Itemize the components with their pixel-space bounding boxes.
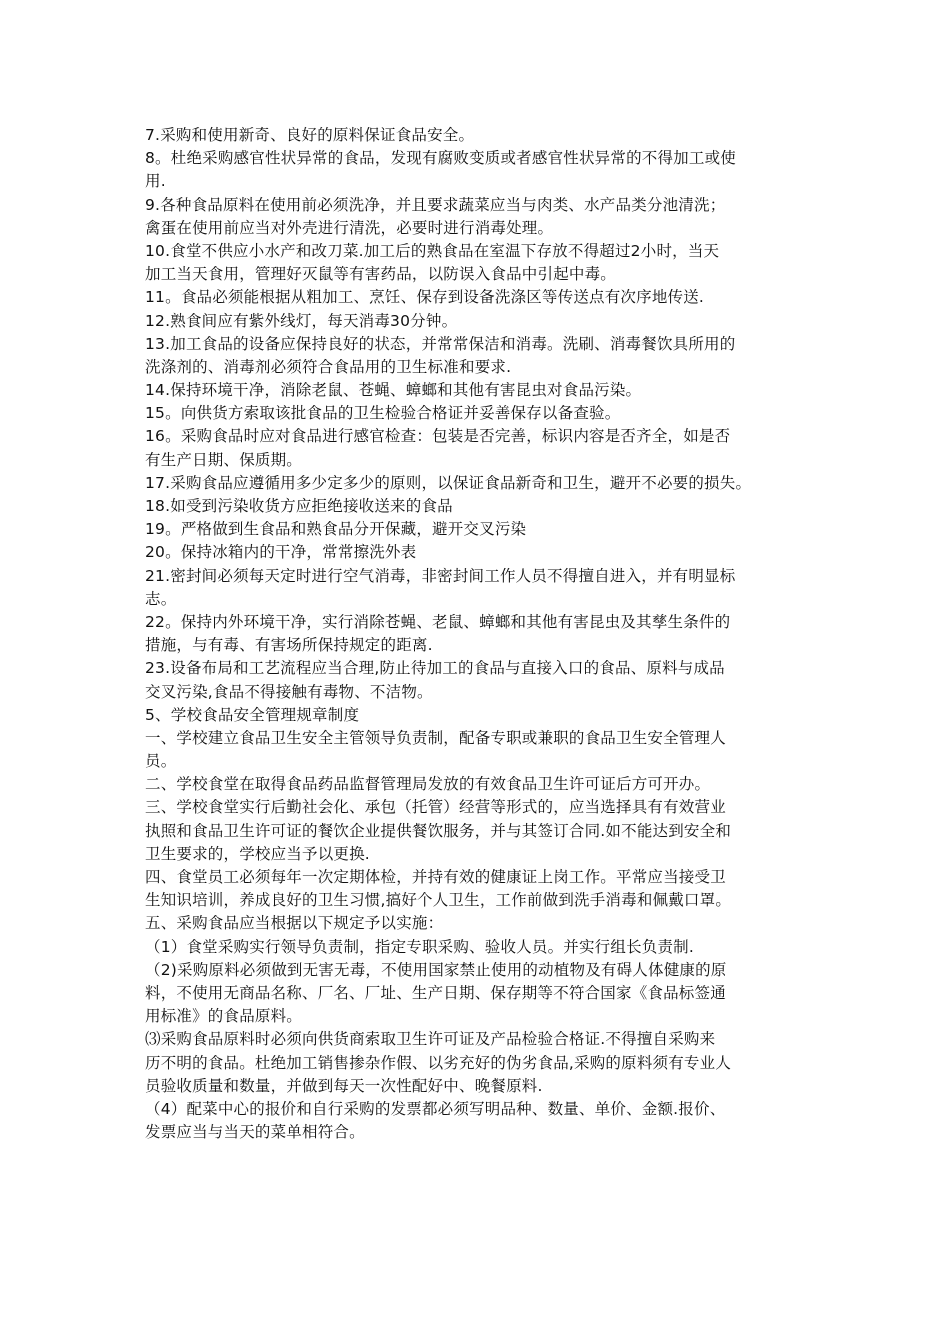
- text-line: （1）食堂采购实行领导负责制，指定专职采购、验收人员。并实行组长负责制.: [145, 937, 694, 956]
- text-line: 15。向供货方索取该批食品的卫生检验合格证并妥善保存以备查验。: [145, 404, 621, 423]
- text-line: 8。杜绝采购感官性状异常的食品，发现有腐败变质或者感官性状异常的不得加工或使: [145, 149, 736, 168]
- text-line: 一、学校建立食品卫生安全主管领导负责制，配备专职或兼职的食品卫生安全管理人: [145, 728, 726, 747]
- text-line: 志。: [145, 589, 177, 608]
- text-line: 13.加工食品的设备应保持良好的状态，并常常保洁和消毒。洗刷、消毒餐饮具所用的: [145, 334, 736, 353]
- text-line: 四、食堂员工必须每年一次定期体检，并持有效的健康证上岗工作。平常应当接受卫: [145, 868, 726, 886]
- text-line: （4）配菜中心的报价和自行采购的发票都必须写明品种、数量、单价、金额.报价、: [145, 1099, 726, 1118]
- text-line: 17.采购食品应遵循用多少定多少的原则，以保证食品新奇和卫生，避开不必要的损失。: [145, 473, 752, 492]
- text-line: 员。: [145, 752, 177, 771]
- text-line: 料，不使用无商品名称、厂名、厂址、生产日期、保存期等不符合国家《食品标签通: [145, 983, 726, 1002]
- text-line: （2)采购原料必须做到无害无毒，不使用国家禁止使用的动植物及有碍人体健康的原: [145, 960, 727, 979]
- text-line: 历不明的食品。杜绝加工销售掺杂作假、以劣充好的伪劣食品,采购的原料须有专业人: [145, 1053, 732, 1072]
- text-line: 措施，与有毒、有害场所保持规定的距离.: [145, 636, 433, 655]
- text-line: 员验收质量和数量，并做到每天一次性配好中、晚餐原料.: [145, 1076, 543, 1095]
- text-line: 10.食堂不供应小水产和改刀菜.加工后的熟食品在室温下存放不得超过2小时，当天: [145, 241, 720, 260]
- text-line: 18.如受到污染收货方应拒绝接收送来的食品: [145, 497, 453, 515]
- text-line: 五、采购食品应当根据以下规定予以实施：: [145, 914, 444, 933]
- text-line: 洗涤剂的、消毒剂必须符合食品用的卫生标准和要求.: [145, 357, 512, 376]
- text-line: ⑶采购食品原料时必须向供货商索取卫生许可证及产品检验合格证.不得擅自采购来: [145, 1030, 716, 1049]
- text-line: 用标准》的食品原料。: [145, 1007, 303, 1026]
- text-line: 三、学校食堂实行后勤社会化、承包（托管）经营等形式的，应当选择具有有效营业: [145, 798, 726, 817]
- text-line: 7.采购和使用新奇、良好的原料保证食品安全。: [145, 126, 475, 144]
- text-line: 生知识培训，养成良好的卫生习惯,搞好个人卫生，工作前做到洗手消毒和佩戴口罩。: [145, 891, 732, 910]
- text-line: 二、学校食堂在取得食品药品监督管理局发放的有效食品卫生许可证后方可开办。: [145, 775, 711, 794]
- text-line: 禽蛋在使用前应当对外壳进行清洗，必要时进行消毒处理。: [145, 218, 554, 237]
- text-line: 用.: [145, 172, 166, 191]
- text-line: 14.保持环境干净，消除老鼠、苍蝇、蟑螂和其他有害昆虫对食品污染。: [145, 381, 642, 400]
- text-line: 交叉污染,食品不得接触有毒物、不洁物。: [145, 682, 433, 701]
- text-line: 11。食品必须能根据从粗加工、烹饪、保存到设备洗涤区等传送点有次序地传送.: [145, 288, 705, 307]
- text-line: 9.各种食品原料在使用前必须洗净，并且要求蔬菜应当与肉类、水产品类分池清洗；: [145, 195, 726, 214]
- text-line: 20。保持冰箱内的干净，常常擦洗外表: [145, 543, 417, 562]
- text-line: 发票应当与当天的菜单相符合。: [145, 1123, 365, 1142]
- text-line: 21.密封间必须每天定时进行空气消毒，非密封间工作人员不得擅自进入，并有明显标: [145, 566, 736, 585]
- text-line: 16。采购食品时应对食品进行感官检查：包装是否完善，标识内容是否齐全，如是否: [145, 427, 731, 446]
- document-body: [145, 124, 825, 1144]
- text-line: 23.设备布局和工艺流程应当合理,防止待加工的食品与直接入口的食品、原料与成品: [145, 659, 725, 678]
- text-line: 有生产日期、保质期。: [145, 450, 303, 469]
- text-line: 执照和食品卫生许可证的餐饮企业提供餐饮服务，并与其签订合同.如不能达到安全和: [145, 821, 732, 840]
- text-line: 12.熟食间应有紫外线灯，每天消毒30分钟。: [145, 311, 458, 330]
- text-line: 19。严格做到生食品和熟食品分开保藏，避开交叉污染: [145, 520, 527, 539]
- text-line: 22。保持内外环境干净，实行消除苍蝇、老鼠、蟑螂和其他有害昆虫及其孳生条件的: [145, 612, 731, 631]
- text-line: 加工当天食用，管理好灭鼠等有害药品，以防误入食品中引起中毒。: [145, 265, 617, 284]
- section-heading: 5、学校食品安全管理规章制度: [145, 705, 360, 724]
- text-line: 卫生要求的，学校应当予以更换.: [145, 844, 370, 863]
